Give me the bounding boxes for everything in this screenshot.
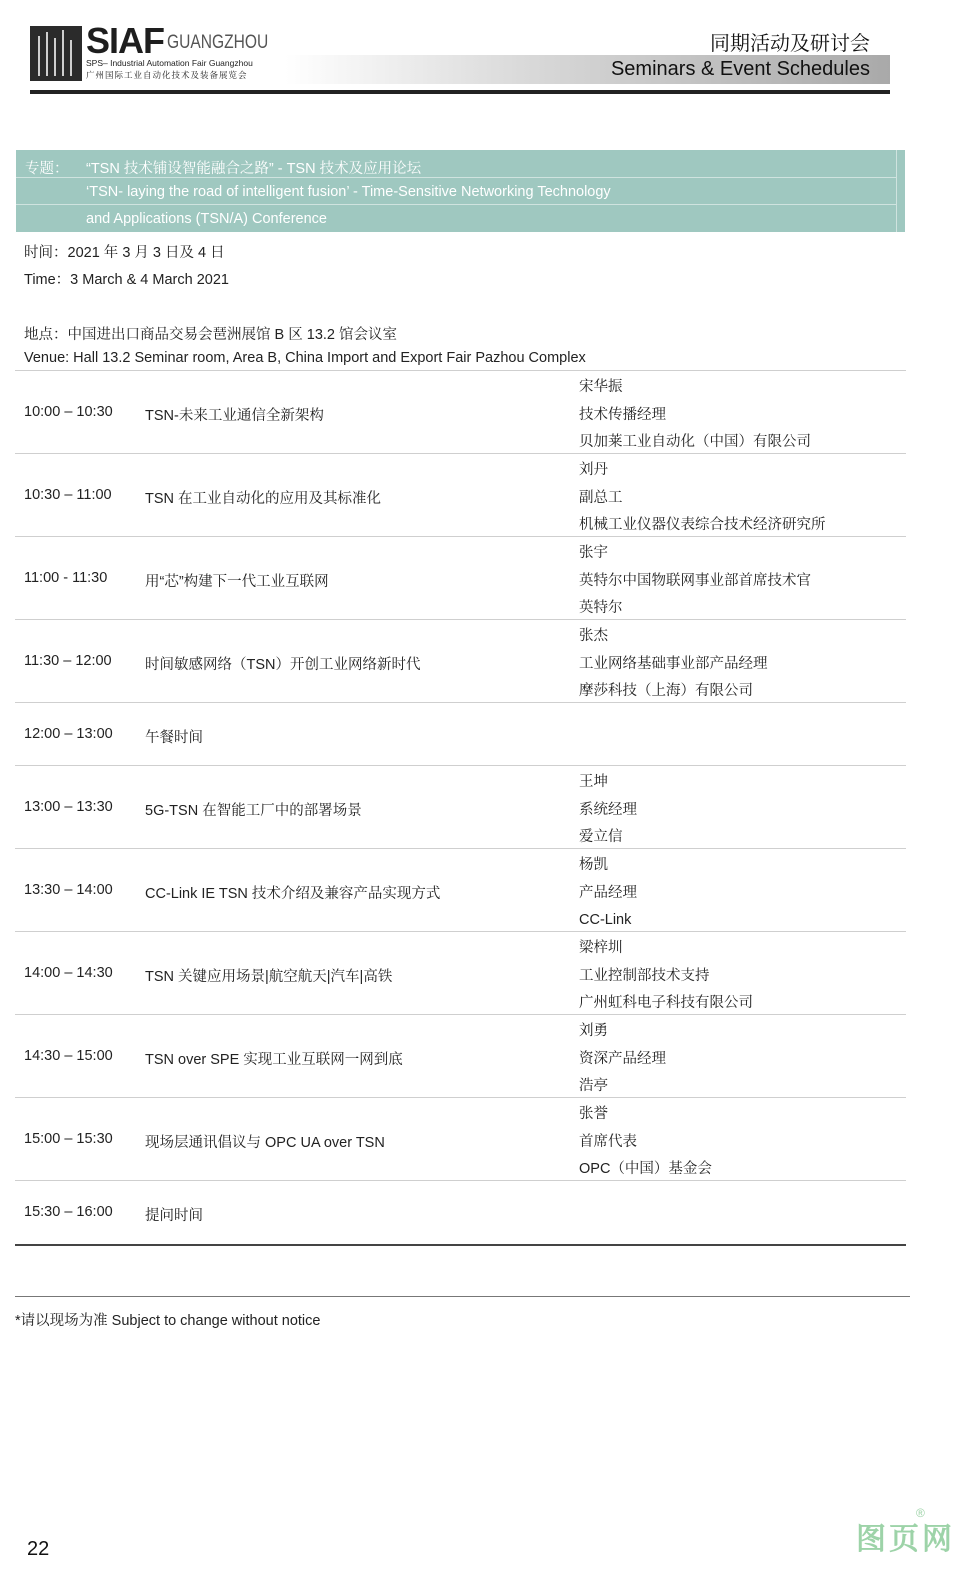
event-venue-cn: 地点：中国进出口商品交易会琶洲展馆 B 区 13.2 馆会议室 [24,327,398,343]
speaker-position: 工业网络基础事业部产品经理 [579,655,768,672]
session-time: 11:00 - 11:30 [24,570,108,586]
speaker-position: 英特尔中国物联网事业部首席技术官 [579,572,811,589]
topic-label: 专题： [25,161,69,177]
session-title: CC-Link IE TSN 技术介绍及兼容产品实现方式 [145,886,441,902]
speaker-position: 产品经理 [579,884,637,901]
session-time: 15:00 – 15:30 [24,1131,113,1147]
session-title: 用“芯”构建下一代工业互联网 [145,574,329,590]
session-time: 12:00 – 13:00 [24,726,113,742]
logo-city: GUANGZHOU [167,32,269,53]
session-time: 15:30 – 16:00 [24,1204,113,1220]
topic-title-cn: “TSN 技术铺设智能融合之路” - TSN 技术及应用论坛 [86,161,422,177]
session-title: TSN-未来工业通信全新架构 [145,408,324,424]
logo-subtitle-cn: 广州国际工业自动化技术及装备展览会 [86,70,248,80]
speaker-position: 首席代表 [579,1133,637,1150]
speaker-organization: CC-Link [579,912,632,928]
session-time: 13:00 – 13:30 [24,799,113,815]
speaker-name: 宋华振 [579,379,623,395]
event-venue-en: Venue: Hall 13.2 Seminar room, Area B, China Import and Export Fair Pazhou Complex [24,350,586,366]
table-row [15,619,906,703]
topic-row-divider [16,204,897,205]
session-time: 11:30 – 12:00 [24,653,112,669]
table-row [15,702,906,766]
session-title: 时间敏感网络（TSN）开创工业网络新时代 [145,657,421,673]
topic-column-divider [896,150,897,232]
speaker-organization: 机械工业仪器仪表综合技术经济研究所 [579,517,826,533]
speaker-position: 系统经理 [579,801,637,818]
topic-title-en-cont: and Applications (TSN/A) Conference [86,211,327,227]
session-time: 13:30 – 14:00 [24,882,113,898]
speaker-name: 杨凯 [579,857,608,873]
speaker-position: 工业控制部技术支持 [579,967,710,984]
session-title: 提问时间 [145,1208,203,1224]
session-time: 14:30 – 15:00 [24,1048,113,1064]
table-row [15,765,906,849]
header-title-cn: 同期活动及研讨会 [710,33,870,55]
topic-title-en: ‘TSN- laying the road of intelligent fusion’ - Time-Sensitive Networking Technology [86,184,611,200]
speaker-position: 技术传播经理 [579,406,666,423]
session-title: TSN 关键应用场景|航空航天|汽车|高铁 [145,969,393,985]
table-row [15,1014,906,1098]
speaker-position: 资深产品经理 [579,1050,666,1067]
speaker-organization: 摩莎科技（上海）有限公司 [579,683,753,699]
speaker-organization: 贝加莱工业自动化（中国）有限公司 [579,434,811,450]
topic-banner [16,150,905,232]
speaker-organization: 浩亭 [579,1078,608,1094]
session-time: 14:00 – 14:30 [24,965,113,981]
event-time-cn: 时间：2021 年 3 月 3 日及 4 日 [24,245,225,261]
session-title: 5G-TSN 在智能工厂中的部署场景 [145,803,362,819]
header-title-en: Seminars & Event Schedules [610,58,870,80]
speaker-position: 副总工 [579,489,623,506]
speaker-name: 梁梓圳 [579,940,623,956]
footer-note: *请以现场为准 Subject to change without notice [15,1313,321,1329]
speaker-name: 张杰 [579,628,608,644]
speaker-organization: 爱立信 [579,829,623,845]
event-time-en: Time：3 March & 4 March 2021 [24,272,229,288]
page-number: 22 [27,1538,50,1560]
logo-emblem-icon [30,26,82,81]
session-title: TSN 在工业自动化的应用及其标准化 [145,491,382,507]
watermark-registered-mark: ® [916,1506,925,1520]
speaker-organization: 英特尔 [579,600,623,616]
table-row [15,931,906,1015]
table-row [15,1097,906,1181]
session-time: 10:30 – 11:00 [24,487,112,503]
speaker-name: 张誉 [579,1106,608,1122]
session-time: 10:00 – 10:30 [24,404,113,420]
footer-divider [15,1296,910,1297]
header-divider [30,90,890,94]
watermark: 图页网 [856,1523,955,1556]
speaker-name: 王坤 [579,774,608,790]
table-row [15,370,906,454]
speaker-name: 刘丹 [579,462,608,478]
session-title: 午餐时间 [145,730,203,746]
logo-wordmark: SIAF [86,20,165,61]
table-row [15,536,906,620]
speaker-organization: OPC（中国）基金会 [579,1161,712,1177]
speaker-name: 刘勇 [579,1023,608,1039]
table-row [15,453,906,537]
speaker-name: 张宇 [579,545,608,561]
table-row [15,848,906,932]
logo-subtitle-en: SPS– Industrial Automation Fair Guangzhou [86,58,253,68]
session-title: TSN over SPE 实现工业互联网一网到底 [145,1052,403,1068]
speaker-organization: 广州虹科电子科技有限公司 [579,995,753,1011]
table-row [15,1180,906,1246]
siaf-logo [30,20,280,84]
session-title: 现场层通讯倡议与 OPC UA over TSN [145,1135,385,1151]
